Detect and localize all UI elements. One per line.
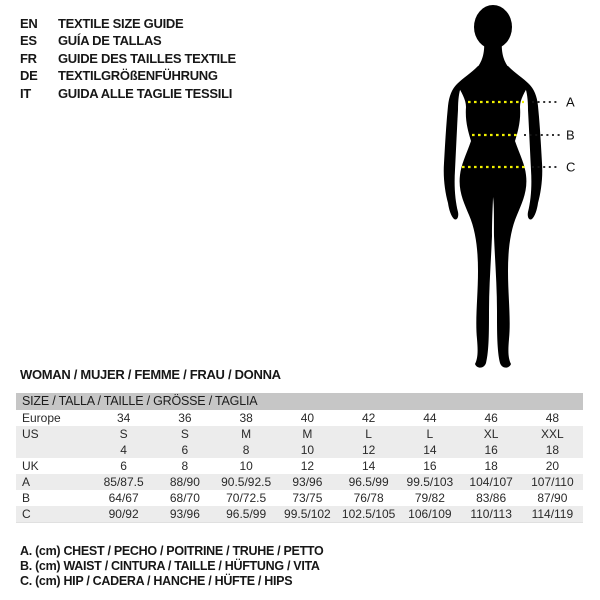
size-cell: 20 xyxy=(545,459,560,473)
size-cell: 99.5/103 xyxy=(406,475,454,489)
woman-silhouette-figure xyxy=(420,0,600,380)
size-cell: 44 xyxy=(423,411,437,425)
row-label xyxy=(16,442,93,458)
size-cell: 14 xyxy=(361,459,376,473)
size-cell: 18 xyxy=(484,459,498,473)
size-cell: M xyxy=(241,427,252,441)
size-cell: 90.5/92.5 xyxy=(221,475,272,489)
size-cell: L xyxy=(426,427,434,441)
size-cell: 96.5/99 xyxy=(226,507,267,521)
size-cell: 79/82 xyxy=(414,491,445,505)
table-row xyxy=(16,474,583,490)
legend-item: C. (cm) HIP / CADERA / HANCHE / HÜFTE / HIPS xyxy=(20,574,293,589)
language-title: TEXTILGRÖßENFÜHRUNG xyxy=(58,68,218,84)
waist-marker-label: B xyxy=(566,127,575,143)
size-table xyxy=(16,393,583,523)
language-item xyxy=(20,67,236,84)
language-item xyxy=(20,32,236,49)
size-cell: 6 xyxy=(181,443,189,457)
size-cell: 93/96 xyxy=(169,507,200,521)
size-cell: 73/75 xyxy=(292,491,323,505)
legend-item: A. (cm) CHEST / PECHO / POITRINE / TRUHE / PETTO xyxy=(20,544,324,558)
size-cell: 12 xyxy=(361,443,376,457)
chest-marker-label: A xyxy=(566,94,575,110)
size-cell: 16 xyxy=(423,459,437,473)
size-cell: 14 xyxy=(423,443,437,457)
hip-marker-label: C xyxy=(566,159,576,175)
silhouette-left-arm xyxy=(444,84,461,220)
size-cell: 12 xyxy=(300,459,315,473)
language-item xyxy=(20,50,236,67)
size-cell: 16 xyxy=(484,443,498,457)
language-title: TEXTILE SIZE GUIDE xyxy=(58,16,184,31)
language-title: GUÍA DE TALLAS xyxy=(58,33,162,49)
size-cell: 76/78 xyxy=(353,491,384,505)
size-cell: 114/119 xyxy=(531,507,574,521)
size-cell: 38 xyxy=(239,411,253,425)
language-title: GUIDA ALLE TAGLIE TESSILI xyxy=(58,85,233,101)
silhouette-torso-legs xyxy=(457,66,529,368)
size-table-body xyxy=(16,410,583,522)
silhouette-right-arm xyxy=(525,84,542,220)
size-cell: 93/96 xyxy=(292,475,323,489)
language-code: IT xyxy=(20,85,31,101)
size-cell: 64/67 xyxy=(108,491,139,505)
size-cell: 90/92 xyxy=(108,507,139,521)
size-cell: 8 xyxy=(181,459,189,473)
size-cell: 6 xyxy=(120,459,127,473)
row-label: C xyxy=(22,507,31,521)
size-cell: S xyxy=(119,427,128,441)
size-cell: 96.5/99 xyxy=(348,475,389,489)
size-cell: 40 xyxy=(300,411,315,425)
size-cell: 83/86 xyxy=(476,491,507,505)
row-label: US xyxy=(22,427,39,441)
size-cell: 104/107 xyxy=(469,475,513,489)
table-row xyxy=(16,426,583,442)
size-cell: 68/70 xyxy=(169,491,200,505)
size-cell: 18 xyxy=(545,443,560,457)
language-code: EN xyxy=(20,16,38,31)
size-cell: 107/110 xyxy=(531,475,574,489)
size-cell: 48 xyxy=(545,411,560,425)
size-table-header: SIZE / TALLA / TAILLE / GRÖSSE / TAGLIA xyxy=(16,393,583,410)
size-cell: L xyxy=(365,427,372,441)
size-cell: 46 xyxy=(484,411,498,425)
language-list xyxy=(20,15,236,102)
size-cell: S xyxy=(180,427,189,441)
measurement-legend xyxy=(20,544,323,590)
size-cell: XL xyxy=(483,427,499,441)
table-row xyxy=(16,442,583,458)
size-cell: 34 xyxy=(116,411,131,425)
size-cell: 110/113 xyxy=(470,507,512,521)
size-cell: 102.5/105 xyxy=(341,507,396,521)
table-row xyxy=(16,490,583,506)
size-cell: 88/90 xyxy=(169,475,200,489)
row-label: A xyxy=(22,475,31,489)
size-cell: 36 xyxy=(178,411,192,425)
section-title: WOMAN / MUJER / FEMME / FRAU / DONNA xyxy=(20,367,281,382)
size-cell: 10 xyxy=(239,459,253,473)
language-item xyxy=(20,85,236,102)
language-item xyxy=(20,15,236,32)
size-cell: 42 xyxy=(361,411,376,425)
row-label: B xyxy=(22,491,31,505)
table-row xyxy=(16,458,583,474)
size-cell: 10 xyxy=(300,443,315,457)
table-row xyxy=(16,506,583,522)
size-cell: 4 xyxy=(120,443,127,457)
language-code: FR xyxy=(20,50,37,66)
language-title: GUIDE DES TAILLES TEXTILE xyxy=(58,50,236,66)
size-cell: 106/109 xyxy=(408,507,452,521)
size-cell: 85/87.5 xyxy=(103,475,144,489)
size-cell: 87/90 xyxy=(537,491,568,505)
language-code: DE xyxy=(20,68,38,84)
row-label: UK xyxy=(22,459,39,473)
legend-item: B. (cm) WAIST / CINTURA / TAILLE / HÜFTUNG / VITA xyxy=(20,559,320,574)
row-label: Europe xyxy=(22,411,61,425)
size-cell: M xyxy=(302,427,313,441)
size-cell: 8 xyxy=(242,443,250,457)
woman-silhouette xyxy=(444,5,543,368)
language-code: ES xyxy=(20,33,37,49)
size-cell: 99.5/102 xyxy=(284,507,331,521)
table-row xyxy=(16,410,583,426)
size-cell: XXL xyxy=(541,427,564,441)
size-cell: 70/72.5 xyxy=(226,491,267,505)
